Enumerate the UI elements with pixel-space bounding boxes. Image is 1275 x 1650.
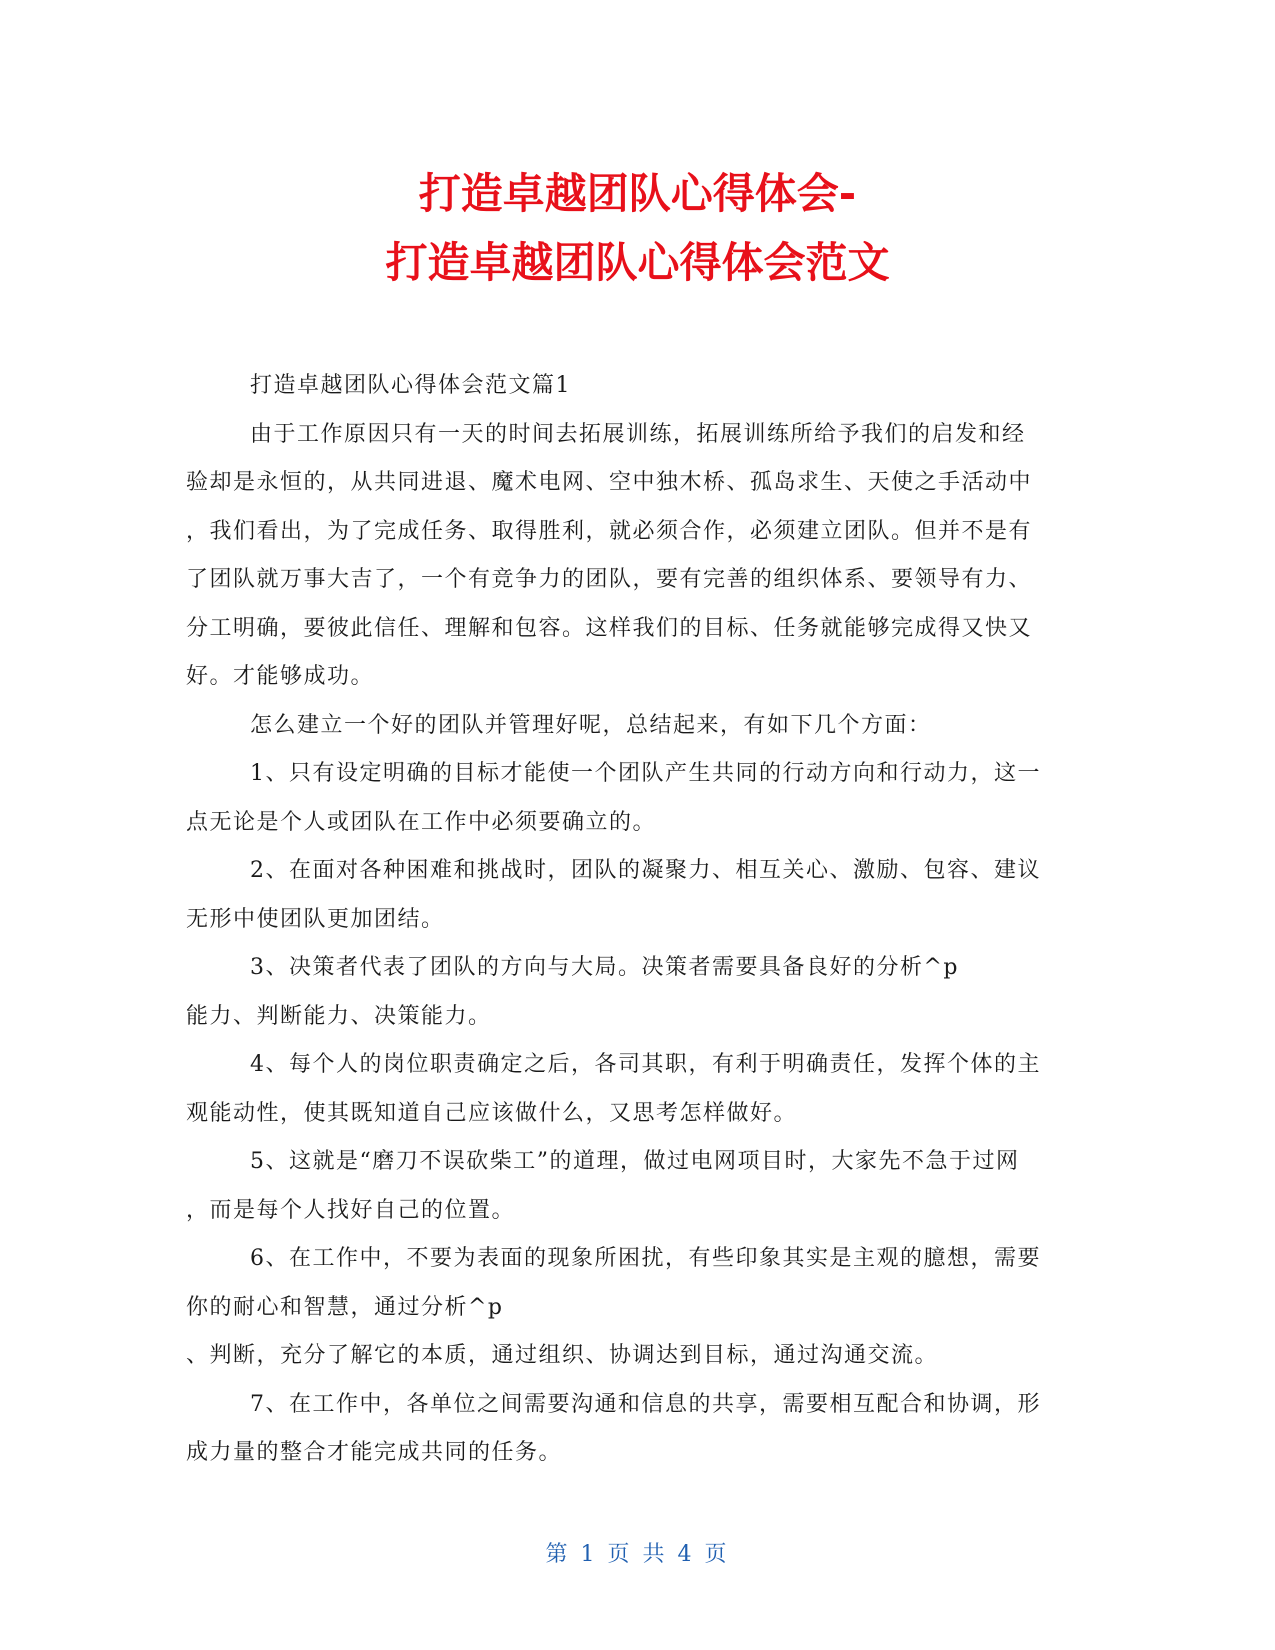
body-line: 打造卓越团队心得体会范文篇1: [250, 373, 571, 398]
document-body: [186, 362, 1091, 1478]
body-line: 能力、判断能力、决策能力。: [186, 1003, 492, 1029]
body-line: 4、每个人的岗位职责确定之后，各司其职，有利于明确责任，发挥个体的主: [250, 1052, 1041, 1077]
body-line: 、判断，充分了解它的本质，通过组织、协调达到目标，通过沟通交流。: [186, 1343, 939, 1368]
body-line: 你的耐心和智慧，通过分析^p: [186, 1294, 504, 1320]
page-number-footer: 第 1 页 共 4 页: [545, 1542, 730, 1567]
body-line: 无形中使团队更加团结。: [186, 906, 445, 932]
body-line: 7、在工作中，各单位之间需要沟通和信息的共享，需要相互配合和协调，形: [250, 1391, 1041, 1417]
document-title-line-2: 打造卓越团队心得体会范文: [385, 238, 890, 287]
body-line: 分工明确，要彼此信任、理解和包容。这样我们的目标、任务就能够完成得又快又: [186, 615, 1033, 641]
body-line: 了团队就万事大吉了，一个有竞争力的团队，要有完善的组织体系、要领导有力、: [186, 567, 1033, 592]
body-line: 验却是永恒的，从共同进退、魔术电网、空中独木桥、孤岛求生、天使之手活动中: [186, 470, 1033, 495]
body-line: 怎么建立一个好的团队并管理好呢，总结起来，有如下几个方面：: [250, 712, 932, 738]
body-line: 3、决策者代表了团队的方向与大局。决策者需要具备良好的分析^p: [250, 955, 960, 980]
body-line: 点无论是个人或团队在工作中必须要确立的。: [186, 809, 657, 835]
body-line: 1、只有设定明确的目标才能使一个团队产生共同的行动方向和行动力，这一: [250, 761, 1041, 786]
body-line: 由于工作原因只有一天的时间去拓展训练，拓展训练所给予我们的启发和经: [250, 421, 1026, 447]
body-line: ，我们看出，为了完成任务、取得胜利，就必须合作，必须建立团队。但并不是有: [186, 518, 1033, 544]
body-line: 观能动性，使其既知道自己应该做什么，又思考怎样做好。: [186, 1100, 798, 1126]
body-line: 5、这就是“磨刀不误砍柴工”的道理，做过电网项目时，大家先不急于过网: [250, 1149, 1020, 1174]
body-line: 6、在工作中，不要为表面的现象所困扰，有些印象其实是主观的臆想，需要: [250, 1246, 1041, 1271]
body-line: ，而是每个人找好自己的位置。: [186, 1197, 516, 1223]
document-title-line-1: 打造卓越团队心得体会-: [418, 169, 857, 218]
body-line: 好。才能够成功。: [186, 664, 375, 689]
body-line: 成力量的整合才能完成共同的任务。: [186, 1440, 563, 1465]
body-line: 2、在面对各种困难和挑战时，团队的凝聚力、相互关心、激励、包容、建议: [250, 858, 1041, 883]
